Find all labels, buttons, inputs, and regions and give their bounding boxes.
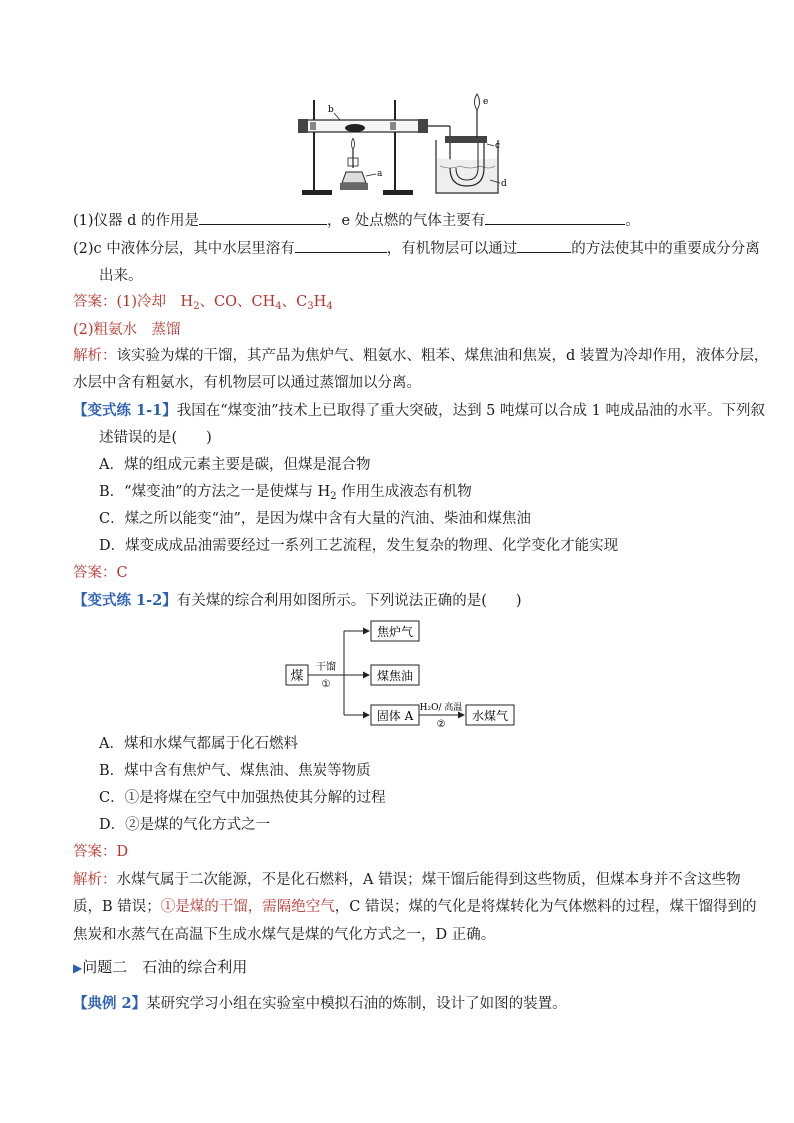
question-2-line2: [99, 266, 143, 286]
analysis-label: 解析：: [73, 872, 117, 888]
option-text: 作用生成液态有机物: [336, 484, 472, 500]
analysis-1-line2: [73, 373, 421, 393]
option-b: [99, 482, 472, 507]
blank: [295, 238, 387, 253]
flow-product-solid-a: 固体 A: [376, 709, 414, 723]
flow-step1: ①: [321, 679, 331, 690]
label-d: d: [501, 179, 507, 189]
stem-text: 有关煤的综合利用如图所示。下列说法正确的是( ): [176, 593, 522, 609]
option-text: D．②是煤的气化方式之一: [99, 817, 271, 833]
flow-condition: H₂O/ 高温: [419, 703, 463, 713]
question-2: [73, 238, 760, 259]
label-a: a: [377, 169, 383, 179]
answer-value: C: [116, 565, 128, 581]
answer-value: D: [116, 844, 129, 860]
coal-utilization-flow-diagram: [280, 620, 520, 730]
example-2: [73, 994, 567, 1014]
stem-text: 我国在“煤变油”技术上已取得了重大突破，达到 5 吨煤可以合成 1 吨成品油的水平。下列叙: [176, 403, 765, 419]
label-b: b: [328, 105, 334, 115]
analysis-highlight: ①是煤的干馏，需隔绝空气: [160, 899, 335, 915]
answer-text: H: [313, 294, 327, 310]
q1-part1: (1)仪器 d 的作用是: [73, 213, 200, 229]
q1-part2: ，e 处点燃的气体主要有: [327, 213, 486, 229]
sub: 2: [330, 491, 337, 502]
analysis-text: 水层中含有粗氨水，有机物层可以通过蒸馏加以分离。: [73, 375, 421, 391]
option-text: B．“煤变油”的方法之一是使煤与 H: [99, 484, 331, 500]
option-text: C．①是将煤在空气中加强热使其分解的过程: [99, 790, 386, 806]
blank: [485, 210, 625, 225]
option-text: D．煤变成成品油需要经过一系列工艺流程，发生复杂的物理、化学变化才能实现: [99, 538, 619, 554]
analysis-text: ，C 错误；煤的气化是将煤转化为气体燃料的过程，煤干馏得到的: [334, 899, 757, 915]
option-d: [99, 536, 618, 556]
option-a: [99, 734, 298, 754]
sub: 4: [275, 301, 282, 312]
option-d: [99, 815, 270, 835]
exercise-1-1-answer: [73, 563, 128, 583]
label-e: e: [483, 97, 489, 107]
stem-text: 述错误的是( ): [99, 430, 212, 446]
option-a: [99, 455, 370, 475]
q1-part3: 。: [625, 213, 640, 229]
option-c: [99, 509, 531, 529]
option-text: B．煤中含有焦炉气、煤焦油、焦炭等物质: [99, 763, 371, 779]
exercise-1-2-answer: [73, 842, 128, 862]
blank: [517, 238, 571, 253]
option-text: A．煤和水煤气都属于化石燃料: [99, 736, 298, 752]
blank: [199, 210, 327, 225]
answer-label: 答案：: [73, 844, 117, 860]
section-title: 问题二 石油的综合利用: [82, 958, 248, 976]
sub: 2: [193, 301, 200, 312]
exercise-tag: 【变式练 1-2】: [73, 592, 177, 609]
exercise-1-2-analysis-line2: [73, 897, 756, 917]
exercise-1-2-analysis-line1: [73, 870, 741, 890]
flow-coal: 煤: [290, 669, 304, 684]
exercise-1-2-analysis-line3: [73, 925, 495, 945]
analysis-text: 质，B 错误；: [73, 899, 161, 915]
flow-product-coke-oven-gas: 焦炉气: [376, 625, 414, 639]
section-2-heading: [73, 957, 247, 978]
sub: 4: [326, 301, 333, 312]
flow-product-coal-tar: 煤焦油: [376, 669, 414, 683]
triangle-marker-icon: ▶: [73, 961, 83, 975]
flow-dry-distillation: 干馏: [316, 662, 336, 673]
exercise-1-1-stem2: [99, 428, 212, 448]
analysis-label: 解析：: [73, 348, 117, 364]
answer-2: [73, 320, 181, 340]
coal-distillation-apparatus-figure: [290, 88, 520, 203]
example-tag: 【典例 2】: [73, 995, 147, 1012]
answer-text: 、CO、CH: [199, 294, 276, 310]
answer-2-text: (2)粗氨水 蒸馏: [73, 322, 181, 338]
flow-product-water-gas: 水煤气: [471, 709, 509, 723]
q2-part2: ，有机物层可以通过: [386, 241, 518, 257]
analysis-1-line1: [73, 346, 768, 366]
q2-line2: 出来。: [99, 268, 143, 284]
sub: 3: [307, 301, 314, 312]
label-c: c: [495, 141, 501, 151]
q2-part3: 的方法使其中的重要成分分离: [571, 241, 760, 257]
question-1: [73, 210, 640, 231]
exercise-tag: 【变式练 1-1】: [73, 402, 177, 419]
exercise-1-1-stem: [73, 401, 765, 421]
q2-part1: (2)c 中液体分层，其中水层里溶有: [73, 241, 295, 257]
analysis-text: 水煤气属于二次能源，不是化石燃料，A 错误；煤干馏后能得到这些物质，但煤本身并不含这些物: [116, 872, 741, 888]
answer-text: 、C: [281, 294, 308, 310]
answer-label: 答案：: [73, 565, 117, 581]
answer-label: 答案：: [73, 294, 117, 310]
option-c: [99, 788, 386, 808]
option-text: C．煤之所以能变“油”，是因为煤中含有大量的汽油、柴油和煤焦油: [99, 511, 531, 527]
flow-step2: ②: [436, 719, 446, 730]
option-b: [99, 761, 371, 781]
answer-1: [73, 292, 333, 317]
exercise-1-2-stem: [73, 591, 522, 611]
analysis-text: 该实验为煤的干馏，其产品为焦炉气、粗氨水、粗苯、煤焦油和焦炭，d 装置为冷却作用，液体分层，: [116, 348, 769, 364]
answer-text: (1)冷却 H: [116, 294, 194, 310]
option-text: A．煤的组成元素主要是碳，但煤是混合物: [99, 457, 371, 473]
analysis-text: 焦炭和水蒸气在高温下生成水煤气是煤的气化方式之一，D 正确。: [73, 927, 496, 943]
example-text: 某研究学习小组在实验室中模拟石油的炼制，设计了如图的装置。: [146, 996, 567, 1012]
